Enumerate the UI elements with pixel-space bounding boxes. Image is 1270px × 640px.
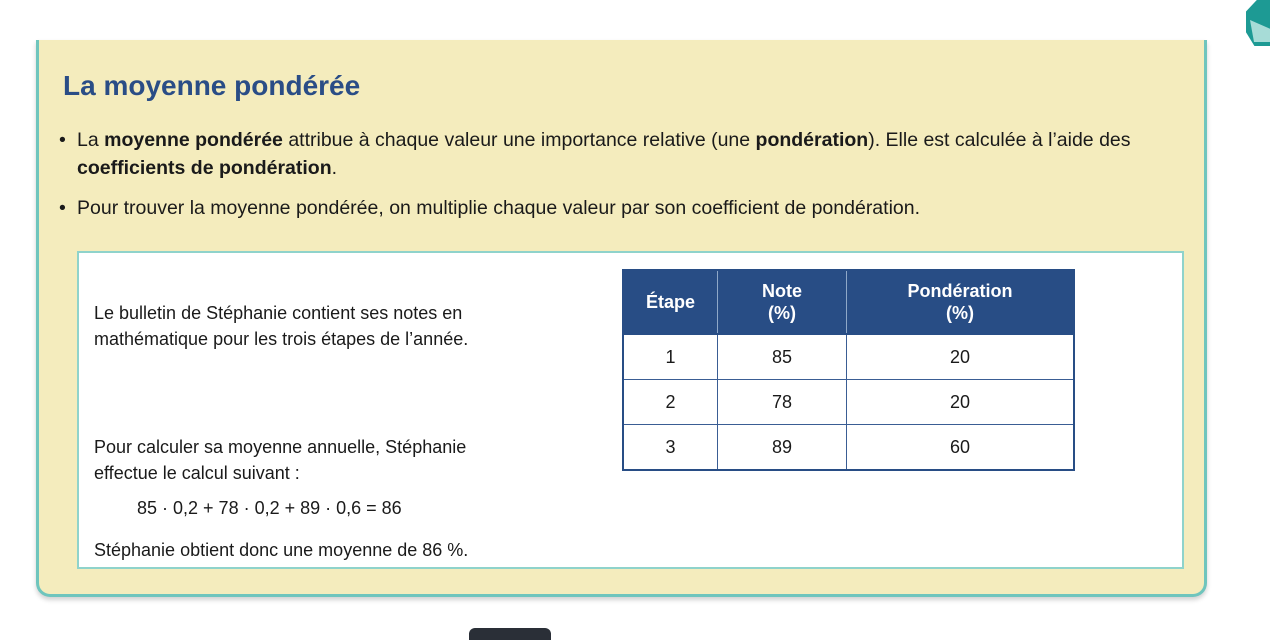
bullet-item	[57, 126, 1177, 182]
bold-term: moyenne pondérée	[104, 129, 283, 151]
bullet-list	[57, 126, 1177, 234]
bullet-icon: •	[59, 129, 66, 151]
cell-etape: 2	[623, 380, 718, 425]
example-box	[77, 251, 1184, 569]
section-title: La moyenne pondérée	[63, 70, 361, 101]
cell-ponderation: 60	[847, 425, 1075, 471]
cell-etape: 1	[623, 334, 718, 380]
example-calculation-intro: Pour calculer sa moyenne annuelle, Stéphanie effectue le calcul suivant :	[94, 437, 467, 483]
grades-table	[622, 269, 1075, 471]
header-etape: Étape	[623, 270, 718, 334]
bullet-text: attribue à chaque valeur une importance relative (une	[282, 129, 756, 151]
header-ponderation: Pondération (%)	[847, 270, 1075, 334]
example-conclusion: Stéphanie obtient donc une moyenne de 86 %.	[94, 540, 469, 560]
page-toolbar-tab[interactable]	[469, 628, 551, 640]
bold-term: coefficients de pondération	[77, 157, 332, 179]
cell-etape: 3	[623, 425, 718, 471]
cell-note: 89	[718, 425, 847, 471]
example-intro: Le bulletin de Stéphanie contient ses notes en mathématique pour les trois étapes de l’année.	[94, 303, 469, 349]
example-formula: 85 · 0,2 + 78 · 0,2 + 89 · 0,6 = 86	[137, 498, 402, 518]
cell-note: 85	[718, 334, 847, 380]
cell-ponderation: 20	[847, 380, 1075, 425]
definition-box	[36, 40, 1207, 597]
cell-note: 78	[718, 380, 847, 425]
bold-term: pondération	[755, 129, 869, 151]
cell-ponderation: 20	[847, 334, 1075, 380]
table-row	[623, 425, 1074, 471]
table-header-row	[623, 270, 1074, 334]
header-note: Note (%)	[718, 270, 847, 334]
bullet-text: La	[77, 129, 105, 151]
bullet-icon: •	[59, 197, 66, 219]
table-row	[623, 380, 1074, 425]
table-row	[623, 334, 1074, 380]
bullet-text: Pour trouver la moyenne pondérée, on multiplie chaque valeur par son coefficient de pondération.	[77, 197, 921, 219]
bullet-text: .	[331, 157, 338, 179]
bullet-item	[57, 194, 1177, 222]
bullet-text: ). Elle est calculée à l’aide des	[868, 129, 1131, 151]
